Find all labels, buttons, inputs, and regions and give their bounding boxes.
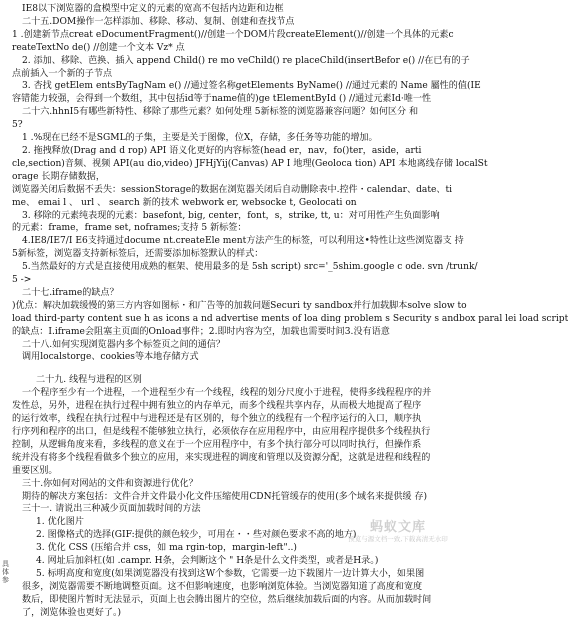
paragraph-gap [12,364,490,374]
text-line: 重要区别。 [12,465,58,476]
text-line: 2. 添加、移除、芭换、插入 append Child() re mo veChild() re placeChild(insertBefor e() //在已有的子 [22,55,470,66]
text-line: 容错能力较强，会得到一个数组，其中包括id等于name值的)ge tElementById () //通过元素Id·唯一性 [12,94,432,105]
text-line: 的缺点：I.iframe会阻塞主页面的Onload事件；2.即时内容为空，加载也需要时间3.没有语意 [12,326,390,337]
text-line: 很多，浏览器需要不断地调整页面。这不但影响速度，也影响浏览体验。当浏览器知道了高度和宽度 [22,581,423,592]
text-line: load third-party content sue h as icons a nd advertise ments of loa ding problem s Security s andbox paral lei load script [12,313,568,324]
text-line: 的元素：frame，frame set, noframes;支持 5 新标签： [12,223,247,234]
text-line: )优点：解决加载缓慢的第三方内容如图标・和广告等的加载问题Securi ty sandbox并行加载脚本solve slow to [12,300,467,311]
text-line: cle,section)音频、视频 API(au dio,video) JFHjYij(Canvas) AP I 地理(Geoloca tion) API 本地离线存储 localSt [12,158,488,169]
text-line: 浏览器关闭后数据不丢失：sessionStorage的数据在浏览器关闭后自动删除表中.控件・calendar、date、ti [12,184,453,195]
watermark-tagline: 预览与源文档一致,下载高清无水印 [348,534,448,543]
text-line: 期待的解决方案包括：文件合并文件最小化文件压缩使用CDN托管缓存的使用(多个域名来提供缓 存) [22,491,428,502]
text-line: 4.IE8/IE7/I E6支持通过docume nt.createEle ment方法产生的标签，可以利用这•特性让这些浏览器支 持 [22,236,464,247]
text-line: 控制，从逻辑角度来看，多线程的意义在于一个应用程序中，有多个执行部分可以同时执行，但操作系 [12,439,422,450]
text-line: 3. 移除的元素纯表现的元素：basefont, big, center，font，s，strike, tt, u：对可用性产生负面影响 [22,210,440,221]
text-line: 了，浏览体验也更好了。) [22,607,122,618]
text-line: 5 -> [12,275,32,286]
text-line: IE8以下浏览器的盒模型中定义的元素的宽高不包括内边距和边框 [22,4,284,14]
text-line: 二十六.hhnI5有哪些新特性、移除了那些元素？如何处理 5新标签的浏览器兼容问题？如何区分 和 [22,107,419,118]
text-line: 5.当然最好的方式是直接使用成熟的框架、使用最多的是 5sh script) src='_5shim.google c ode. svn /trunk/ [22,262,478,273]
text-line: 1 .%现在已经不是SGML的子集，主要是关于图像，位X，存储，多任务等功能的增加。 [22,133,378,144]
text-line: 调用localstorge、cookies等本地存储方式 [22,352,199,363]
text-line: 二十五.DOM操作一怎样添加、移除、移动、复制、创建和查找节点 [22,16,295,27]
text-line: me、 emai l 、 url 、 search 新的技术 webwork er, websocke t, Geolocati on [12,197,357,208]
text-line: 二十九. 线程与进程的区别 [36,375,142,386]
text-line: reateTextNo de() //创建一个文本 Vz* 点 [12,42,185,53]
margin-note: 具体参 [2,560,9,584]
text-line: 3. 杏找 getElem entsByTagNam e() //通过签名称getElements ByName() //通过元素的 Name 屬性的值(IE [22,81,481,92]
document-body [12,3,568,620]
watermark-brand: 蚂蚁文库 [369,520,426,535]
text-line: 二十七.iframe的缺点？ [22,287,119,298]
text-line: 三十一. 请说出三种减少页面加载时间的方法 [22,504,201,515]
text-line: 4. 网址后加斜杠(如 .campr. H条，会判断这个 " H条是什么文件类型，或者是H录。) [36,556,379,567]
text-line: 点前插入一个新的子节点 [12,68,113,79]
text-line: 1 .创建新节点creat eDocumentFragment()//创建一个DOM片段createElement()//创建一个具体的元素c [12,29,454,40]
text-line: 的运行效率，线程在执行过程中与进程还是有区别的，每个独立的线程有一个程序运行的入口，顺序执 [12,414,422,425]
text-line: 数后，即使图片暂时无法显示，页面上也会腾出图片的空位，然后继续加载后面的内容。从而加载时间 [22,594,432,605]
text-line: 1. 优化图片 [36,517,84,528]
text-line: 5. 标明高度和宽度(如果浏览器没有找到这W个参数，它需要一边下载图片一边计算大小，如果图 [36,568,425,579]
text-line: 行序列和程序的出口，但是线程不能够独立执行，必须依存在应用程序中，由应用程序提供多个线程执行 [12,427,431,437]
text-line: orage 长期存储数据， [12,171,105,182]
text-line: 2. 图像格式的选择(GIF:提供的颜色较少，可用在・・些对颜色要求不高的地方) [36,530,357,541]
text-line: 3. 优化 CSS (压缩合并 css，如 ma rgin-top，margin-left"..) [36,543,297,554]
text-line: 5新标签，浏览器支持新标签后，还需要添加标签默认的样式： [12,249,264,260]
text-line: 一个程序至少有一个进程，一个进程至少有一个线程，线程的划分尺度小于进程，使得多线程程序的并 [22,388,432,399]
text-line: 统并没有将多个线程看做多个独立的应用，来实现进程的调度和管理以及资源分配，这就是进程和线程的 [12,452,431,463]
text-line: 5? [12,120,23,131]
text-line: 二十八.如何实现浏览器内多个标签页之间的通信？ [22,339,225,350]
text-line: 2. 拖拽释放(Drag and d rop) API 语义化更好的内容标签(head er，nav，fo()ter，aside，arti [22,145,422,156]
text-line: 发性总，另外，进程在执行过程中拥有独立的内存单元，而多个线程共享内存，从而极大地提高了程序 [12,401,422,412]
text-line: 三十.你如何对网站的文件和资源进行优化？ [22,478,198,489]
